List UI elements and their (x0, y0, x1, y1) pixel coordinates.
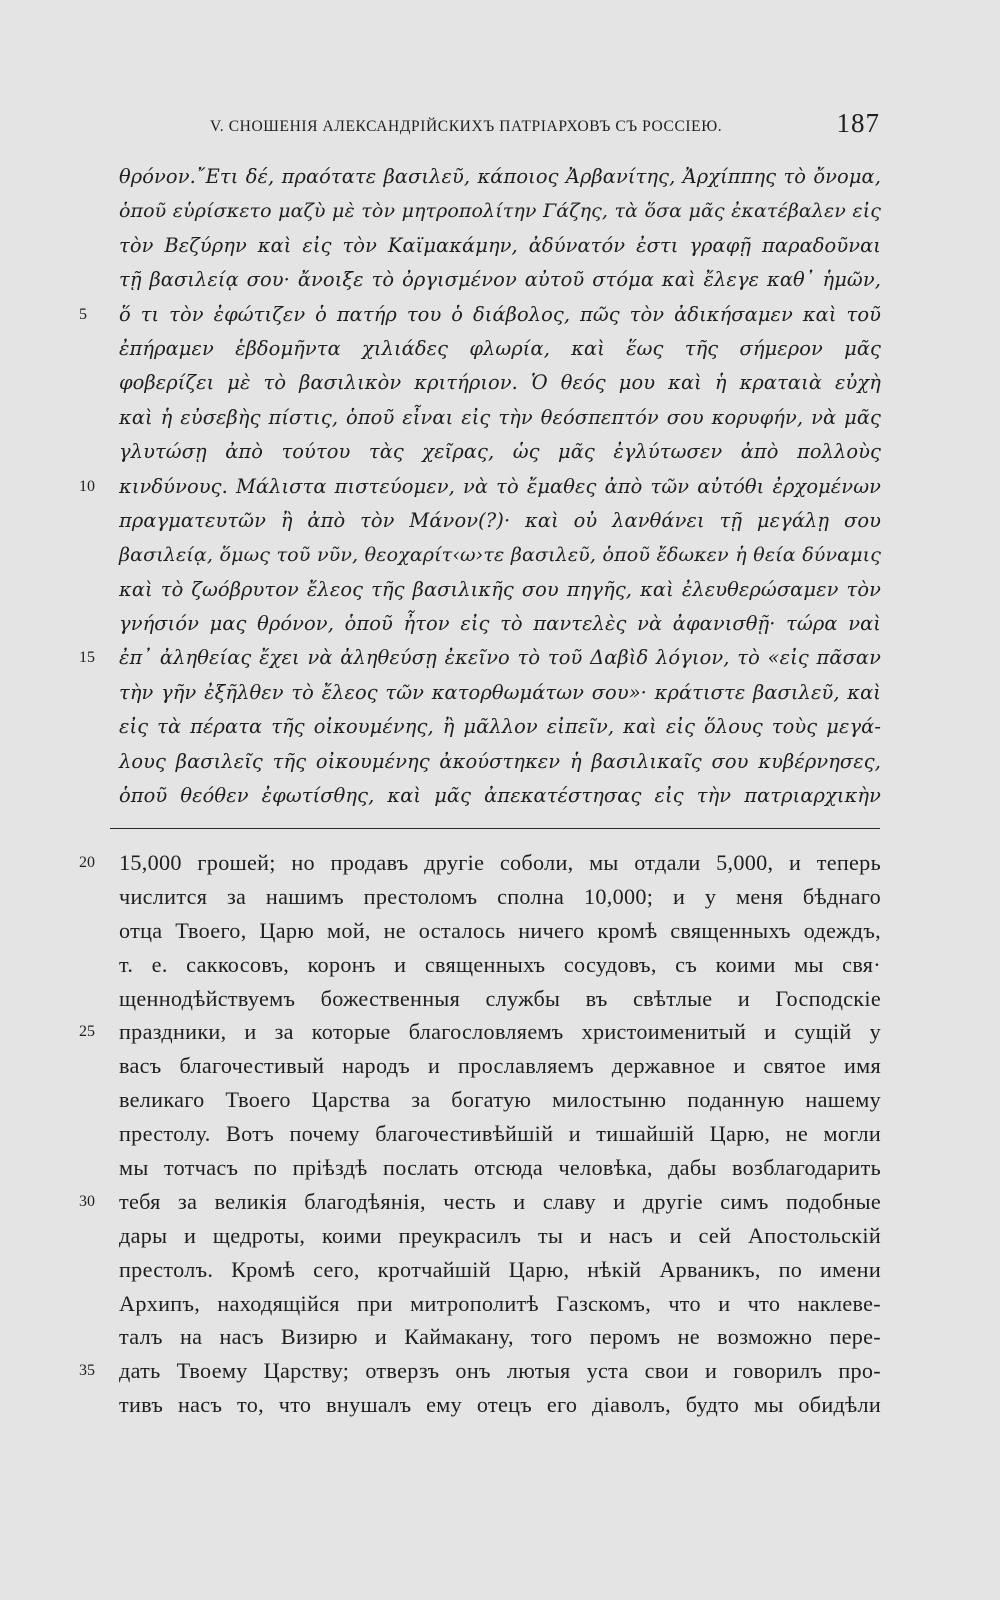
russian-line (119, 914, 881, 948)
line-text: φοβερίζει μὲ τὸ βασιλικὸν κριτήριον. Ὁ θεός μου καὶ ἡ κραταιὰ εὐχὴ (119, 371, 881, 395)
line-number: 20 (79, 854, 95, 871)
line-number: 30 (79, 1192, 95, 1210)
line-text: Архипъ, находящійся при митрополитѣ Газскомъ, что и что наклеве- (119, 1290, 881, 1316)
line-text: васъ благочестивый народъ и прославляемъ державное и святое имя (119, 1053, 881, 1079)
greek-line (119, 229, 881, 263)
greek-line (119, 435, 881, 469)
greek-line (119, 194, 881, 228)
russian-line (119, 880, 881, 914)
russian-line (79, 1354, 881, 1388)
line-text: ὁποῦ εὑρίσκετο μαζὺ μὲ τὸν μητροπολίτην Γάζης, τὰ ὅσα μᾶς ἐκατέβαλεν εἰς (119, 200, 881, 223)
running-title: V. СНОШЕНІЯ АЛЕКСАНДРІЙСКИХЪ ПАТРІАРХОВЪ СЪ РОССІЕЮ. (210, 118, 723, 135)
line-text: дары и щедроты, коими преукрасилъ ты и насъ и сей Апостольскій (119, 1222, 881, 1248)
line-number: 35 (79, 1362, 95, 1380)
line-text: дать Твоему Царству; отверзъ онъ лютыя уста свои и говорилъ про- (119, 1358, 881, 1384)
line-number: 15 (79, 649, 95, 667)
greek-line (119, 779, 881, 813)
line-text: праздники, и за которые благословляемъ христоименитый и сущій у (119, 1019, 881, 1045)
line-text: θρόνον.῎Ετι δέ, πραότατε βασιλεῦ, κάποιος Ἀρβανίτης, Ἀρχίππης τὸ ὄνομα, (119, 165, 881, 188)
line-text: πραγματευτῶν ἢ ἀπὸ τὸν Μάνον(?)· καὶ οὐ λανθάνει τῇ μεγάλῃ σου (119, 508, 881, 532)
russian-line (119, 1219, 881, 1253)
greek-line (119, 366, 881, 400)
line-text: престолъ. Кромѣ сего, кротчайшій Царю, нѣкій Арваникъ, по имени (119, 1256, 881, 1282)
russian-line (119, 1117, 881, 1151)
russian-line (119, 1151, 881, 1185)
russian-line (119, 1287, 881, 1321)
line-text: престолу. Вотъ почему благочестивѣйшій и тишайшій Царю, не могли (119, 1121, 881, 1147)
line-text: τὴν γῆν ἐξῆλθεν τὸ ἔλεος τῶν κατορθωμάτων σου»· κράτιστε βασιλεῦ, καὶ (119, 680, 881, 704)
greek-line (119, 504, 881, 538)
line-text: γλυτώσῃ ἀπὸ τούτου τὰς χεῖρας, ὡς μᾶς ἐγλύτωσεν ἀπὸ πολλοὺς (119, 440, 881, 464)
russian-line (119, 1083, 881, 1117)
line-text: ἐπ᾽ ἀληθείας ἔχει νὰ ἀληθεύσῃ ἐκεῖνο τὸ τοῦ Δαβὶδ λόγιον, τὸ «εἰς πᾶσαν (119, 646, 881, 670)
line-text: мы тотчасъ по пріѣздѣ послать отсюда человѣка, дабы возблагодарить (119, 1155, 881, 1181)
greek-line (119, 538, 881, 572)
line-text: числится за нашимъ престоломъ сполна 10,000; и у меня бѣднаго (119, 883, 881, 909)
greek-line (119, 263, 881, 297)
russian-text-block (79, 846, 881, 1422)
russian-line (119, 1253, 881, 1287)
line-text: отца Твоего, Царю мой, не осталось ничего кромѣ священныхъ одеждъ, (119, 917, 881, 943)
russian-line (79, 1185, 881, 1219)
line-text: τὸν Βεζύρην καὶ εἰς τὸν Καϊμακάμην, ἀδύνατόν ἐστι γραφῇ παραδοῦναι (119, 233, 881, 257)
line-text: тивъ насъ то, что внушалъ ему отецъ его діаволъ, будто мы обидѣли (119, 1392, 881, 1418)
russian-line (79, 846, 881, 880)
line-text: ὁποῦ θεόθεν ἐφωτίσθης, καὶ μᾶς ἀπεκατέστησας εἰς τὴν πατριαρχικὴν (119, 784, 881, 808)
section-divider (110, 828, 880, 829)
greek-line (119, 160, 881, 194)
russian-line (79, 1015, 881, 1049)
line-text: εἰς τὰ πέρατα τῆς οἰκουμένης, ἢ μᾶλλον εἰπεῖν, καὶ εἰς ὅλους τοὺς μεγά- (119, 715, 881, 739)
line-text: γνήσιόν μας θρόνον, ὁποῦ ἦτον εἰς τὸ παντελὲς νὰ ἀφανισθῇ· τώρα ναὶ (119, 612, 881, 636)
line-number: 10 (79, 477, 95, 495)
line-number: 5 (79, 305, 87, 323)
russian-line (119, 948, 881, 982)
greek-line (119, 710, 881, 744)
russian-line (119, 982, 881, 1016)
line-text: 15,000 грошей; но продавъ другіе соболи, мы отдали 5,000, и теперь (119, 850, 881, 875)
greek-line (119, 676, 881, 710)
line-text: т. е. саккосовъ, коронъ и священныхъ сосудовъ, съ коими мы свя· (119, 951, 881, 977)
greek-line (119, 573, 881, 607)
running-head (110, 106, 880, 146)
line-number: 25 (79, 1023, 95, 1041)
greek-line (119, 607, 881, 641)
line-text: βασιλείᾳ, ὅμως τοῦ νῦν, θεοχαρίτ‹ω›τε βασιλεῦ, ὁποῦ ἔδωκεν ἡ θεία δύναμις (119, 544, 881, 567)
line-text: κινδύνους. Μάλιστα πιστεύομεν, νὰ τὸ ἔμαθες ἀπὸ τῶν αὐτόθι ἐρχομένων (119, 474, 881, 498)
russian-line (119, 1320, 881, 1354)
greek-line (79, 298, 881, 332)
line-text: талъ на насъ Визирю и Каймакану, того перомъ не возможно пере- (119, 1324, 881, 1350)
russian-line (119, 1388, 881, 1422)
greek-line (119, 745, 881, 779)
line-text: τῇ βασιλείᾳ σου· ἄνοιξε τὸ ὀργισμένον αὐτοῦ στόμα καὶ ἔλεγε καθ᾽ ἡμῶν, (119, 268, 881, 292)
line-text: великаго Твоего Царства за богатую милостыню поданную нашему (119, 1087, 881, 1113)
page-number: 187 (836, 108, 880, 138)
line-text: тебя за великія благодѣянія, честь и славу и другіе симъ подобные (119, 1188, 881, 1214)
line-text: καὶ ἡ εὐσεβὴς πίστις, ὁποῦ εἶναι εἰς τὴν θεόσπεπτόν σου κορυφήν, νὰ μᾶς (119, 405, 881, 429)
greek-text-block (79, 160, 881, 813)
greek-line (79, 641, 881, 675)
greek-line (119, 332, 881, 366)
russian-line (119, 1049, 881, 1083)
line-text: καὶ τὸ ζωόβρυτον ἔλεος τῆς βασιλικῆς σου πηγῆς, καὶ ἐλευθερώσαμεν τὸν (119, 577, 881, 601)
line-text: щеннодѣйствуемъ божественныя службы въ свѣтлые и Господскіе (119, 985, 881, 1011)
line-text: λους βασιλεῖς τῆς οἰκουμένης ἀκούστηκεν ἡ βασιλικαῖς σου κυβέρνησες, (119, 749, 881, 773)
line-text: ἐπήραμεν ἑβδομῆντα χιλιάδες φλωρία, καὶ ἕως τῆς σήμερον μᾶς (119, 336, 881, 360)
greek-line (79, 470, 881, 504)
line-text: ὅ τι τὸν ἐφώτιζεν ὁ πατήρ του ὁ διάβολος, πῶς τὸν ἀδικήσαμεν καὶ τοῦ (119, 302, 881, 326)
greek-line (119, 401, 881, 435)
